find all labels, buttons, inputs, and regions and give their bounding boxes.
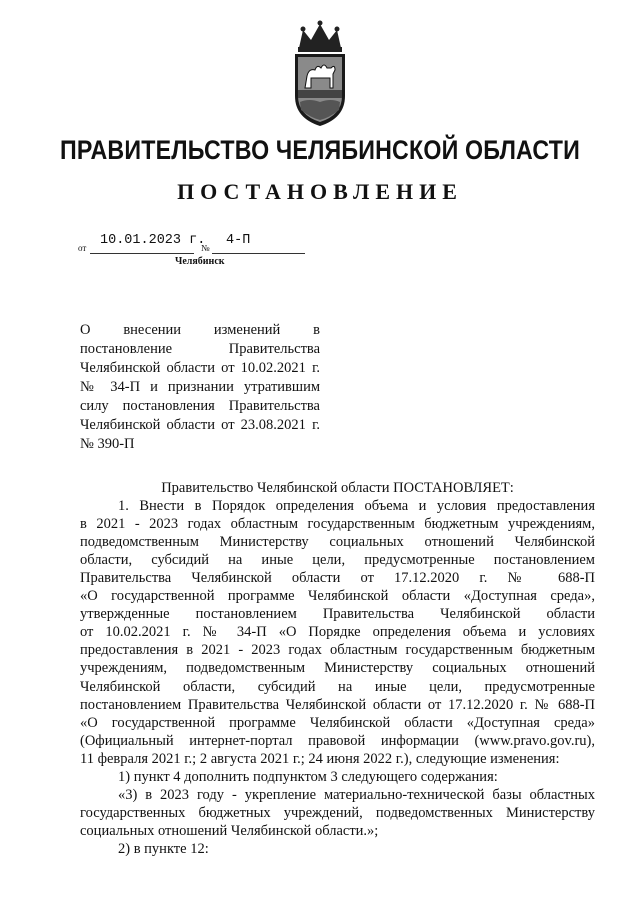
subject-line: постановление Правительства xyxy=(80,341,320,357)
body-line: от 10.02.2021 г. № 34-П «О Порядке определения объема и условиях xyxy=(80,624,595,641)
subject-line: О внесении изменений в xyxy=(80,322,320,338)
organization-title: ПРАВИТЕЛЬСТВО ЧЕЛЯБИНСКОЙ ОБЛАСТИ xyxy=(59,135,580,165)
body-line: социальных отношений Челябинской области.»; xyxy=(80,822,379,839)
body-line: 11 февраля 2021 г.; 2 августа 2021 г.; 24 июня 2022 г.), следующие изменения: xyxy=(80,750,560,767)
body-line: «О государственной программе Челябинской области «Доступная среда» xyxy=(80,714,595,731)
body-line: 1) пункт 4 дополнить подпунктом 3 следующего содержания: xyxy=(118,768,498,785)
body-line: подведомственным Министерству социальных отношений Челябинской xyxy=(80,534,595,551)
body-line: (Официальный интернет-портал правовой информации (www.pravo.gov.ru), xyxy=(80,732,595,749)
body-line: предоставления в 2021 - 2023 годах областным государственным бюджетным xyxy=(80,642,595,659)
body-line: Правительства Челябинской области от 17.12.2020 г. № 688-П xyxy=(80,570,595,587)
body-line: 1. Внести в Порядок определения объема и условия предоставления xyxy=(118,498,595,515)
subject-line: Челябинской области от 10.02.2021 г. xyxy=(80,360,320,376)
document-date: 10.01.2023 г. xyxy=(100,233,206,248)
subject-line: силу постановления Правительства xyxy=(80,398,320,414)
number-underline xyxy=(212,253,305,254)
body-line: государственных бюджетных учреждений, подведомственных Министерству xyxy=(80,804,595,821)
document-type-title: ПОСТАНОВЛЕНИЕ xyxy=(177,179,463,204)
date-underline xyxy=(90,253,194,254)
document-subject xyxy=(80,321,320,454)
body-line: 2) в пункте 12: xyxy=(118,840,209,857)
document-number: 4-П xyxy=(226,233,251,248)
body-line: «О государственной программе Челябинской области «Доступная среда», xyxy=(80,588,595,605)
body-line: области, субсидий на иные цели, предусмотренные постановлением xyxy=(80,552,595,569)
number-label: № xyxy=(201,243,210,253)
body-line: учреждениям, подведомственным Министерству социальных отношений xyxy=(80,660,595,677)
body-line: утвержденные постановлением Правительства Челябинской области xyxy=(80,606,595,623)
document-body xyxy=(80,479,595,858)
coat-of-arms-icon xyxy=(289,18,351,128)
resolution-preamble: Правительство Челябинской области ПОСТАНОВЛЯЕТ: xyxy=(161,480,514,496)
subject-line: Челябинской области от 23.08.2021 г. xyxy=(80,417,320,433)
date-label: от xyxy=(78,243,87,253)
subject-line: № 390-П xyxy=(80,436,135,452)
body-line: в 2021 - 2023 годах областным государственным бюджетным учреждениям, xyxy=(80,516,595,533)
body-line: постановлением Правительства Челябинской области от 17.12.2020 г. № 688-П xyxy=(80,696,595,713)
body-line: «3) в 2023 году - укрепление материально-технической базы областных xyxy=(118,786,595,803)
subject-line: № 34-П и признании утратившим xyxy=(80,379,320,395)
document-meta xyxy=(78,233,318,257)
body-line: Челябинской области, субсидий на иные цели, предусмотренные xyxy=(80,678,595,695)
city-label: Челябинск xyxy=(175,256,225,267)
